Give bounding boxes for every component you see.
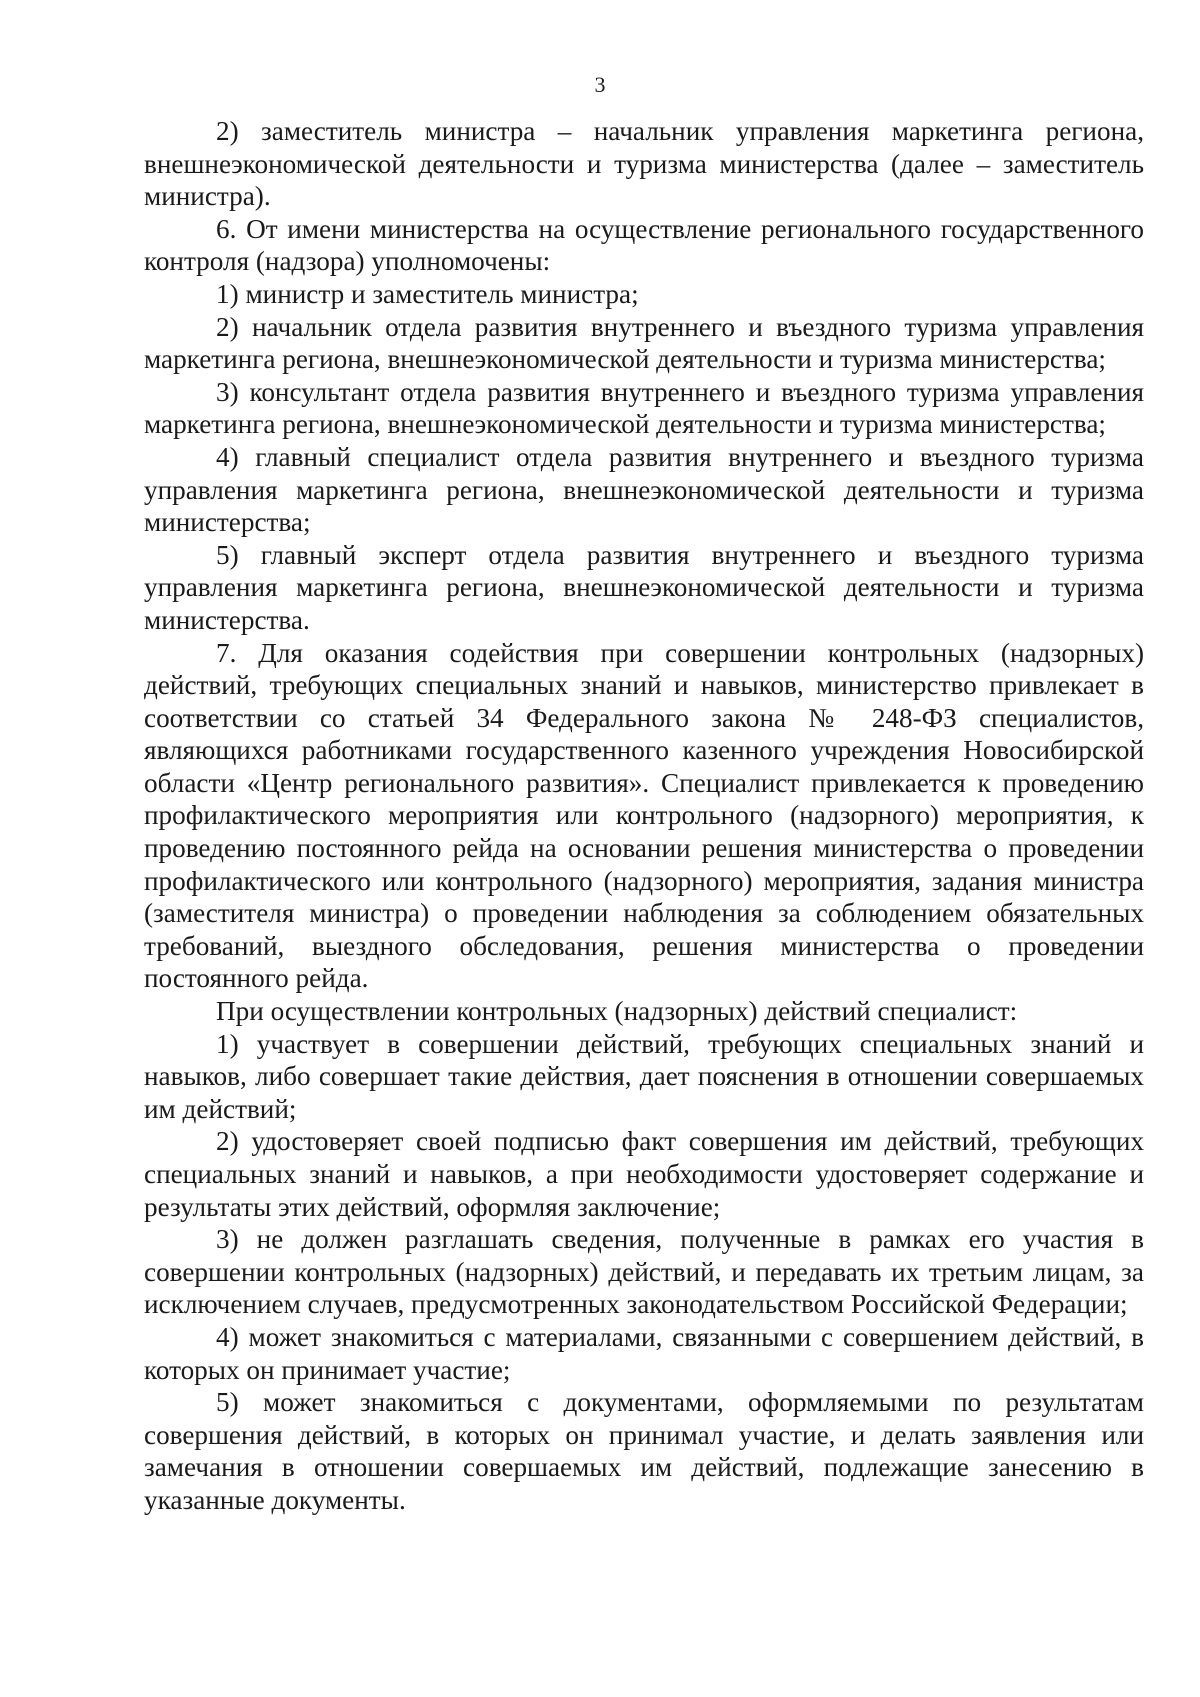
list-item-reviews-documents: 5) может знакомиться с документами, оформляемыми по результатам совершения действий, в которых он принимал участие, и делать заявления или замечания в отношении совершаемых им действий, подлежащие занесению в указанные документы. (144, 1387, 1144, 1515)
list-item-non-disclosure: 3) не должен разглашать сведения, полученные в рамках его участия в совершении контрольных (надзорных) действий, и передавать их третьим лицам, за исключением случаев, предусмотренных законодательством Российской Федерации; (144, 1224, 1144, 1320)
list-item-minister: 1) министр и заместитель министра; (216, 278, 639, 309)
paragraph-6-authorized-officials: 6. От имени министерства на осуществление регионального государственного контроля (надзора) уполномочены: (144, 213, 1144, 277)
document-body (144, 115, 1144, 1517)
paragraph-deputy-minister-definition: 2) заместитель министра – начальник управления маркетинга региона, внешнеэкономической деятельности и туризма министерства (далее – заместитель министра). (144, 116, 1144, 212)
page-number: 3 (594, 72, 606, 97)
paragraph-7-specialists: 7. Для оказания содействия при совершении контрольных (надзорных) действий, требующих специальных знаний и навыков, министерство привлекает в соответствии со статьей 34 Федерального закона № 248-ФЗ специалистов, являющихся работниками государственного казенного учреждения Новосибирской области «Центр регионального развития». Специалист привлекается к проведению профилактического мероприятия или контрольного (надзорного) мероприятия, к проведению постоянного рейда на основании решения министерства о проведении профилактического или контрольного (надзорного) мероприятия, задания министра (заместителя министра) о проведении наблюдения за соблюдением обязательных требований, выездного обследования, решения министерства о проведении постоянного рейда. (144, 637, 1144, 994)
list-item-department-head: 2) начальник отдела развития внутреннего и въездного туризма управления маркетинга региона, внешнеэкономической деятельности и туризма министерства; (144, 311, 1144, 375)
list-item-consultant: 3) консультант отдела развития внутреннего и въездного туризма управления маркетинга региона, внешнеэкономической деятельности и туризма министерства; (144, 376, 1144, 440)
paragraph-specialist-duties-intro: При осуществлении контрольных (надзорных) действий специалист: (216, 996, 1018, 1027)
list-item-participates: 1) участвует в совершении действий, требующих специальных знаний и навыков, либо совершает такие действия, дает пояснения в отношении совершаемых им действий; (144, 1028, 1144, 1124)
list-item-chief-specialist: 4) главный специалист отдела развития внутреннего и въездного туризма управления маркетинга региона, внешнеэкономической деятельности и туризма министерства; (144, 441, 1144, 538)
list-item-reviews-materials: 4) может знакомиться с материалами, связанными с совершением действий, в которых он принимает участие; (144, 1321, 1144, 1385)
list-item-certifies: 2) удостоверяет своей подписью факт совершения им действий, требующих специальных знаний и навыков, а при необходимости удостоверяет содержание и результаты этих действий, оформляя заключение; (144, 1126, 1144, 1222)
list-item-chief-expert: 5) главный эксперт отдела развития внутреннего и въездного туризма управления маркетинга региона, внешнеэкономической деятельности и туризма министерства. (144, 539, 1144, 635)
